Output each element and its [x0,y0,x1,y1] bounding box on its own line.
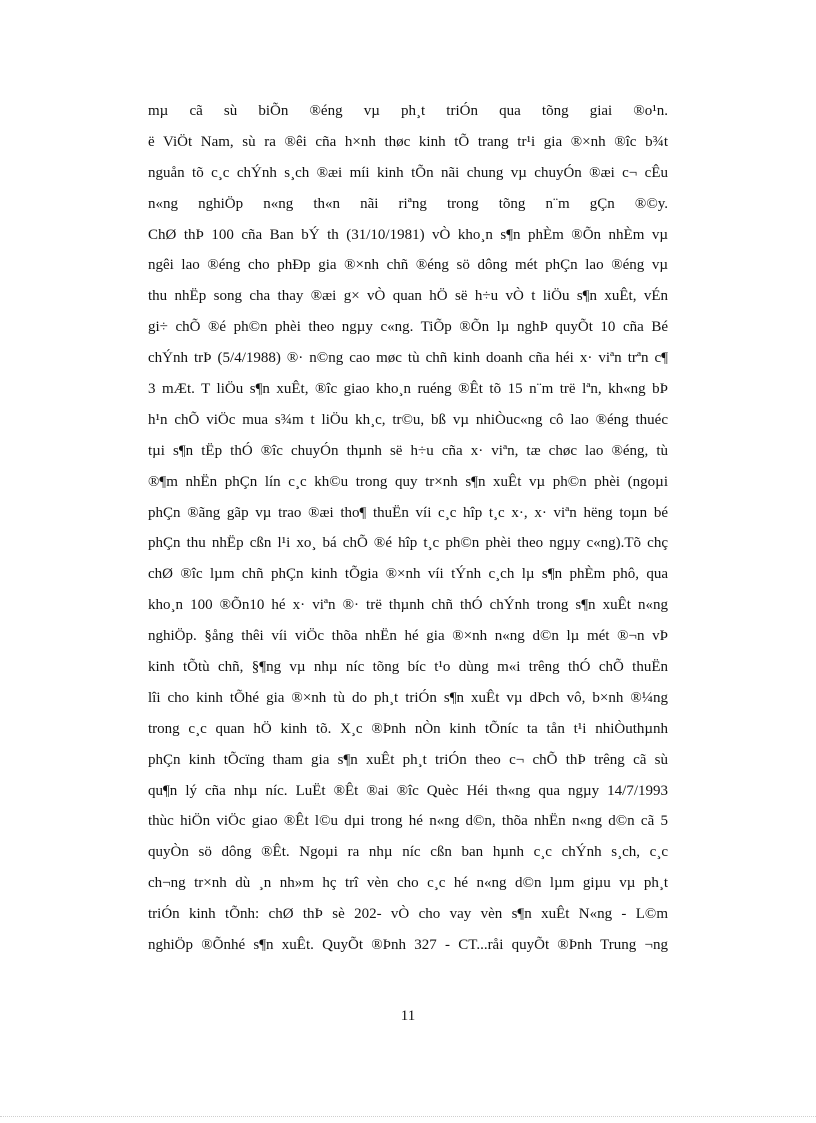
text-line: ë ViÖt Nam, sù ra ®êi cña h×nh thøc kinh tÕ trang tr¹i gia ®×nh ®îc b¾t [148,133,668,150]
text-line: triÓn kinh tÕnh: chØ thÞ sè 202- vÒ cho vay vèn s¶n xuÊt N«ng - L©m [148,906,668,923]
text-line: h¹n chÕ viÖc mua s¾m t liÖu kh¸c, tr©u, bß vµ nhiÒuc«ng cô lao ®éng thuéc [148,411,668,428]
text-line: ChØ thÞ 100 cña Ban bÝ th (31/10/1981) vÒ kho¸n s¶n phÈm ®Õn nhÈm vµ [148,226,668,243]
page-bottom-divider [0,1116,816,1117]
text-line: phÇn thu nhËp cßn l¹i xo¸ bá chÕ ®é hîp t¸c ph©n phèi theo ngµy c«ng).Tõ chç [148,535,668,552]
text-line: ngêi lao ®éng cho phÐp gia ®×nh chñ ®éng sö dông mét phÇn lao ®éng vµ [148,257,668,274]
text-line: quyÒn sö dông ®Êt. Ngoµi ra nhµ níc cßn ban hµnh c¸c chÝnh s¸ch, c¸c [148,844,668,861]
text-line: tµi s¶n tËp thÓ ®îc chuyÓn thµnh së h÷u cña x· viªn, tæ chøc lao ®éng, tù [148,442,668,459]
text-line: n«ng nghiÖp n«ng th«n nãi riªng trong tõng n¨m gÇn ®©y. [148,195,668,212]
text-line: lîi cho kinh tÕhé gia ®×nh tù do ph¸t triÓn s¶n xuÊt vµ dÞch vô, b×nh ®¼ng [148,689,668,706]
text-line: gi÷ chÕ ®é ph©n phèi theo ngµy c«ng. TiÕp ®Õn lµ nghÞ quyÕt 10 cña Bé [148,319,668,336]
text-line: 3 mÆt. T liÖu s¶n xuÊt, ®îc giao kho¸n ruéng ®Êt tõ 15 n¨m trë lªn, kh«ng bÞ [148,381,668,398]
text-line: nghiÖp ®Õnhé s¶n xuÊt. QuyÕt ®Þnh 327 - CT...råi quyÕt ®Þnh Trung ¬ng [148,937,668,954]
text-line: kho¸n 100 ®Õn10 hé x· viªn ®· trë thµnh chñ thÓ chÝnh trong s¶n xuÊt n«ng [148,597,668,614]
text-line: trong c¸c quan hÖ kinh tõ. X¸c ®Þnh nÒn kinh tÕníc ta tån t¹i nhiÒuthµnh [148,720,668,737]
body-text [148,96,668,961]
text-line: ch¬ng tr×nh dù ¸n nh»m hç trî vèn cho c¸c hé n«ng d©n lµm giµu vµ ph¸t [148,875,668,892]
text-line: qu¶n lý cña nhµ níc. LuËt ®Êt ®ai ®îc Quèc Héi th«ng qua ngµy 14/7/1993 [148,782,668,799]
text-line: kinh tÕtù chñ, §¶ng vµ nhµ níc tõng bíc t¹o dùng m«i trêng thÓ chÕ thuËn [148,659,668,676]
text-line: thùc hiÖn viÖc giao ®Êt l©u dµi trong hé n«ng d©n, thõa nhËn n«ng d©n cã 5 [148,813,668,830]
text-line: ®¶m nhËn phÇn lín c¸c kh©u trong quy tr×nh s¶n xuÊt vµ ph©n phèi (ngoµi [148,473,668,490]
text-line: mµ cã sù biÕn ®éng vµ ph¸t triÓn qua tõng giai ®o¹n. [148,103,668,119]
text-line: chÝnh trÞ (5/4/1988) ®· n©ng cao møc tù chñ kinh doanh cña héi x· viªn trªn c¶ [148,350,668,367]
text-line: phÇn kinh tÕcïng tham gia s¶n xuÊt ph¸t triÓn theo c¬ chÕ thÞ trêng cã sù [148,751,668,768]
page-number: 11 [400,1008,416,1024]
text-line: phÇn ®ãng gãp vµ trao ®æi tho¶ thuËn víi c¸c hîp t¸c x·, x· viªn hëng toµn bé [148,504,668,521]
text-line: nghiÖp. §ång thêi víi viÖc thõa nhËn hé gia ®×nh n«ng d©n lµ mét ®¬n vÞ [148,628,668,645]
text-line: chØ ®îc lµm chñ phÇn kinh tÕgia ®×nh víi tÝnh c¸ch lµ s¶n phÈm phô, qua [148,566,668,583]
text-line: thu nhËp song cha thay ®æi g× vÒ quan hÖ së h÷u vÒ t liÖu s¶n xuÊt, vÉn [148,288,668,305]
text-line: nguån tõ c¸c chÝnh s¸ch ®æi míi kinh tÕn nãi chung vµ chuyÓn ®æi c¬ cÊu [148,164,668,181]
